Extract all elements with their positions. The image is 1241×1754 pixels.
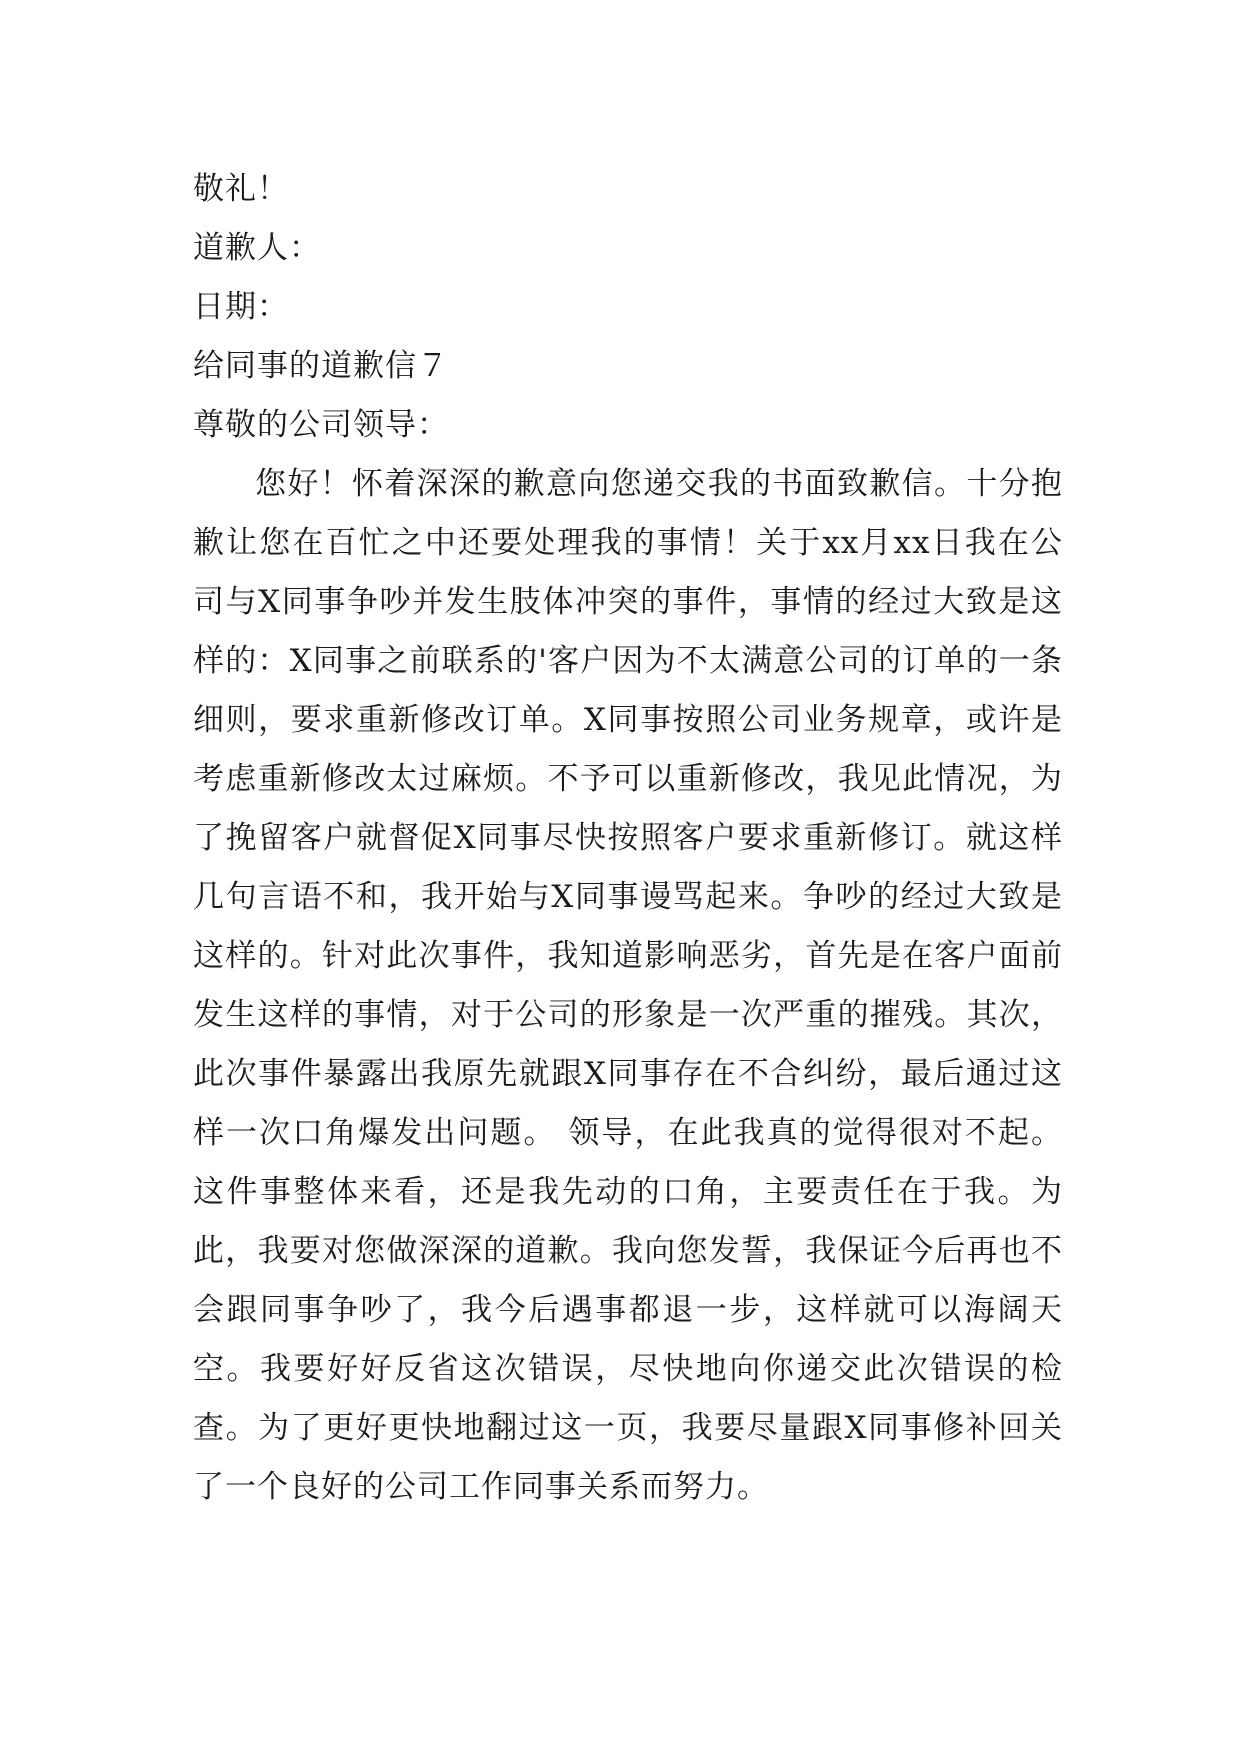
letter-title: 给同事的道歉信７ [193,348,449,384]
closing-salute: 敬礼！ [193,171,289,207]
letter-content [193,160,1063,1517]
letter-body: 您好！怀着深深的歉意向您递交我的书面致歉信。十分抱歉让您在百忙之中还要处理我的事情！关于xx月xx日我在公司与X同事争吵并发生肢体冲突的事件，事情的经过大致是这样的：X同事之前联系的'客户因为不太满意公司的订单的一条细则，要求重新修改订单。X同事按照公司业务规章，或许是考虑重新修改太过麻烦。不予可以重新修改，我见此情况，为了挽留客户就督促X同事尽快按照客户要求重新修订。就这样几句言语不和，我开始与X同事谩骂起来。争吵的经过大致是这样的。针对此次事件，我知道影响恶劣，首先是在客户面前发生这样的事情，对于公司的形象是一次严重的摧残。其次，此次事件暴露出我原先就跟X同事存在不合纠纷，最后通过这样一次口角爆发出问题。 领导，在此我真的觉得很对不起。这件事整体来看，还是我先动的口角，主要责任在于我。为此，我要对您做深深的道歉。我向您发誓，我保证今后再也不会跟同事争吵了，我今后遇事都退一步，这样就可以海阔天空。我要好好反省这次错误，尽快地向你递交此次错误的检查。为了更好更快地翻过这一页，我要尽量跟X同事修补回关了一个良好的公司工作同事关系而努力。 [193,466,1063,1505]
salutation: 尊敬的公司领导： [193,407,449,443]
date-label: 日期： [193,289,289,325]
signer-label: 道歉人： [193,230,321,266]
